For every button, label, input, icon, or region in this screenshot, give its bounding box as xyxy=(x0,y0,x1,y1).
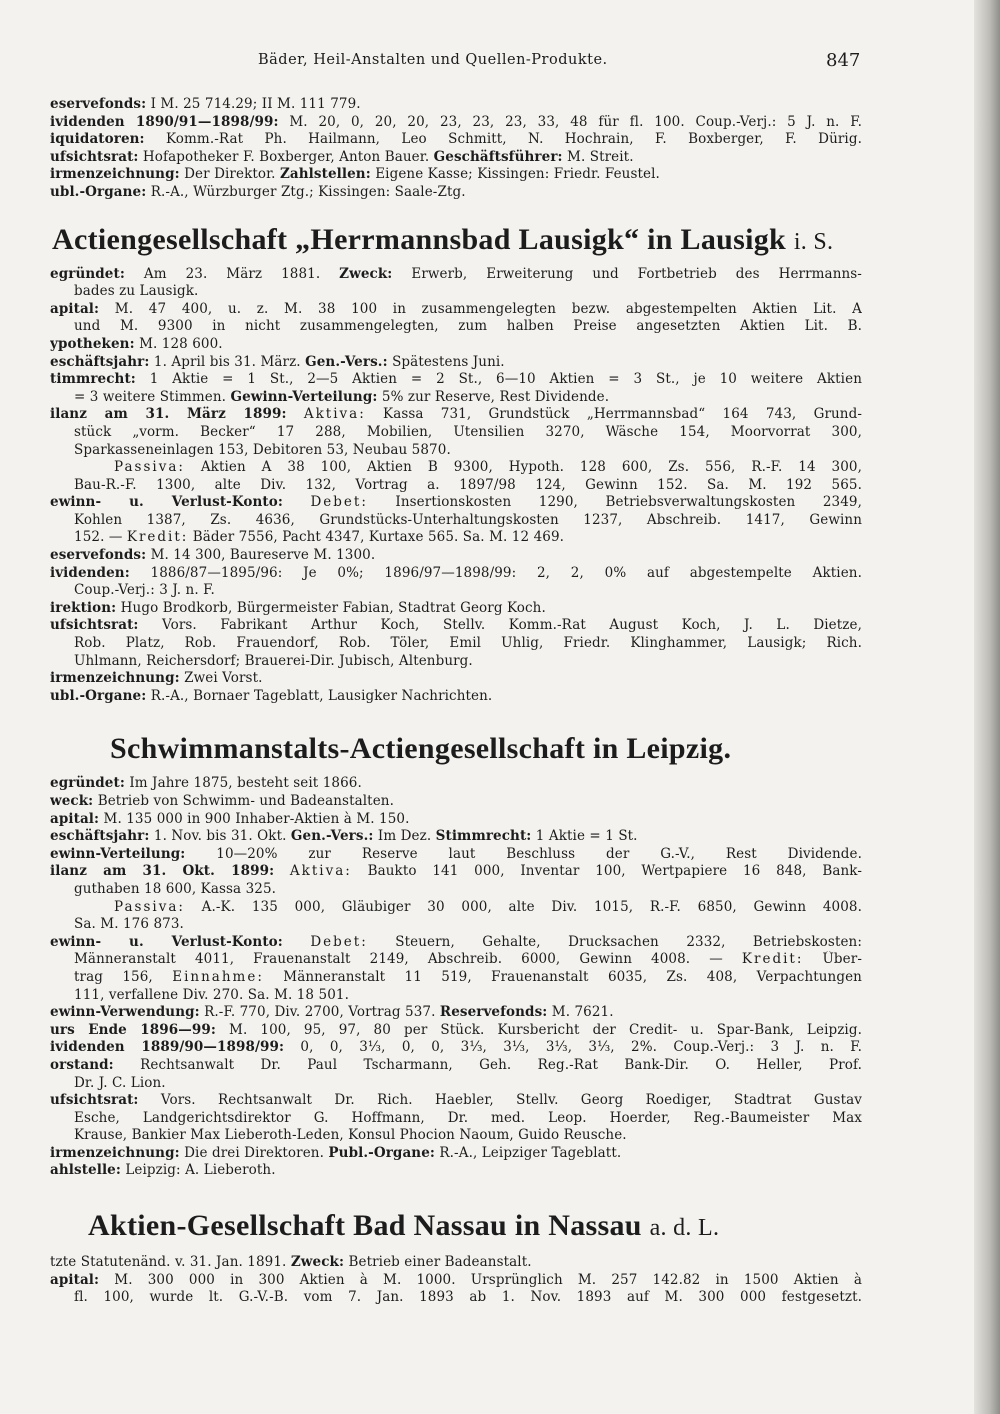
page-number: 847 xyxy=(826,50,861,71)
text-line: ewinn-Verteilung: 10—20% zur Reserve laut Beschluss der G.-V., Rest Dividende. xyxy=(50,845,862,862)
text-line: Passiva: Aktien A 38 100, Aktien B 9300, Hypoth. 128 600, Zs. 556, R.-F. 14 300, xyxy=(114,459,862,476)
text-line: Krause, Bankier Max Lieberoth-Leden, Konsul Phocion Naoum, Guido Reusche. xyxy=(74,1127,627,1144)
text-line: fl. 100, wurde lt. G.-V.-B. vom 7. Jan. 1893 ab 1. Nov. 1893 auf M. 300 000 festgesetzt. xyxy=(74,1289,862,1306)
section-title: Actiengesellschaft „Herrmannsbad Lausigk“ in Lausigk i. S. xyxy=(52,222,834,256)
text-line: timmrecht: 1 Aktie = 1 St., 2—5 Aktien = 2 St., 6—10 Aktien = 3 St., je 10 weitere Aktien xyxy=(50,371,862,388)
text-line: trag 156, Einnahme: Männeranstalt 11 519, Frauenanstalt 6035, Zs. 408, Verpachtungen xyxy=(74,968,862,985)
text-line: irmenzeichnung: Der Direktor. Zahlstellen: Eigene Kasse; Kissingen: Friedr. Feustel. xyxy=(50,166,660,183)
text-line: ividenden 1889/90—1898/99: 0, 0, 3⅓, 0, 0, 3⅓, 3⅓, 3⅓, 3⅓, 2%. Coup.-Verj.: 3 J. n. F. xyxy=(50,1039,862,1056)
text-line: iquidatoren: Komm.-Rat Ph. Hailmann, Leo Schmitt, N. Hochrain, F. Boxberger, F. Dürig. xyxy=(50,131,862,148)
text-line: Kohlen 1387, Zs. 4636, Grundstücks-Unterhaltungskosten 1237, Abschreib. 1417, Gewinn xyxy=(74,511,862,528)
text-line: Passiva: A.-K. 135 000, Gläubiger 30 000, alte Div. 1015, R.-F. 6850, Gewinn 4008. xyxy=(114,898,862,915)
text-line: ahlstelle: Leipzig: A. Lieberoth. xyxy=(50,1162,276,1179)
text-line: bades zu Lausigk. xyxy=(74,283,199,300)
text-line: apital: M. 47 400, u. z. M. 38 100 in zusammengelegten bezw. abgestempelten Aktien Lit. A xyxy=(50,300,862,317)
page-edge-shadow xyxy=(974,0,1000,1414)
text-line: egründet: Am 23. März 1881. Zweck: Erwerb, Erweiterung und Fortbetrieb des Herrmanns- xyxy=(50,265,862,282)
section-prev-company xyxy=(50,96,862,202)
text-line: ufsichtsrat: Hofapotheker F. Boxberger, Anton Bauer. Geschäftsführer: M. Streit. xyxy=(50,148,634,165)
text-line: ufsichtsrat: Vors. Rechtsanwalt Dr. Rich. Haebler, Stellv. Georg Roediger, Stadtrat Gustav xyxy=(50,1092,862,1109)
text-line: weck: Betrieb von Schwimm- und Badeanstalten. xyxy=(50,793,394,809)
text-line: eservefonds: I M. 25 714.29; II M. 111 779. xyxy=(50,96,361,112)
section-title: Aktien-Gesellschaft Bad Nassau in Nassau a. d. L. xyxy=(88,1209,720,1243)
text-line: Coup.-Verj.: 3 J. n. F. xyxy=(74,582,215,599)
text-line: irmenzeichnung: Zwei Vorst. xyxy=(50,670,263,687)
text-line: eschäftsjahr: 1. April bis 31. März. Gen.-Vers.: Spätestens Juni. xyxy=(50,353,505,370)
text-line: ufsichtsrat: Vors. Fabrikant Arthur Koch, Stellv. Komm.-Rat August Koch, J. L. Dietze, xyxy=(50,617,862,634)
text-line: und M. 9300 in nicht zusammengelegten, zum halben Preise angesetzten Aktien Lit. B. xyxy=(74,318,862,335)
text-line: Rob. Platz, Rob. Frauendorf, Rob. Töler, Emil Uhlig, Friedr. Klinghammer, Lausigk; Rich. xyxy=(74,635,862,652)
text-line: Uhlmann, Reichersdorf; Brauerei-Dir. Jubisch, Altenburg. xyxy=(74,652,473,669)
text-line: Sparkasseneinlagen 153, Debitoren 53, Neubau 5870. xyxy=(74,441,451,458)
text-line: irmenzeichnung: Die drei Direktoren. Publ.-Organe: R.-A., Leipziger Tageblatt. xyxy=(50,1144,622,1161)
text-line: ubl.-Organe: R.-A., Würzburger Ztg.; Kissingen: Saale-Ztg. xyxy=(50,183,466,200)
text-line: 152. — Kredit: Bäder 7556, Pacht 4347, Kurtaxe 565. Sa. M. 12 469. xyxy=(74,529,565,546)
text-line: ypotheken: M. 128 600. xyxy=(50,335,223,352)
text-line: eservefonds: M. 14 300, Baureserve M. 1300. xyxy=(50,547,376,564)
text-line: 111, verfallene Div. 270. Sa. M. 18 501. xyxy=(74,986,349,1003)
text-line: urs Ende 1896—99: M. 100, 95, 97, 80 per Stück. Kursbericht der Credit- u. Spar-Bank, Leipzig. xyxy=(50,1021,862,1038)
text-line: = 3 weitere Stimmen. Gewinn-Verteilung: 5% zur Reserve, Rest Dividende. xyxy=(74,388,610,405)
running-header xyxy=(0,52,1000,76)
text-line: irektion: Hugo Brodkorb, Bürgermeister Fabian, Stadtrat Georg Koch. xyxy=(50,599,546,616)
text-line: guthaben 18 600, Kassa 325. xyxy=(74,880,277,897)
text-line: ewinn- u. Verlust-Konto: Debet: Insertionskosten 1290, Betriebsverwaltungskosten 2349, xyxy=(50,494,862,511)
text-line: stück „vorm. Becker“ 17 288, Mobilien, Utensilien 3270, Wäsche 154, Moorvorrat 300, xyxy=(74,423,862,440)
text-line: ubl.-Organe: R.-A., Bornaer Tageblatt, Lausigker Nachrichten. xyxy=(50,687,493,704)
text-line: ilanz am 31. März 1899: Aktiva: Kassa 731, Grundstück „Herrmannsbad“ 164 743, Grund- xyxy=(50,406,862,423)
text-line: Männeranstalt 4011, Frauenanstalt 2149, Abschreib. 6000, Gewinn 4008. — Kredit: Über- xyxy=(74,951,862,968)
text-line: tzte Statutenänd. v. 31. Jan. 1891. Zweck: Betrieb einer Badeanstalt. xyxy=(50,1254,532,1271)
text-line: Bau-R.-F. 1300, alte Div. 132, Vortrag a. 1897/98 124, Gewinn 152. Sa. M. 192 565. xyxy=(74,476,862,493)
text-line: apital: M. 300 000 in 300 Aktien à M. 1000. Ursprünglich M. 257 142.82 in 1500 Aktien à xyxy=(50,1271,862,1288)
text-line: ividenden: 1886/87—1895/96: Je 0%; 1896/97—1898/99: 2, 2, 0% auf abgestempelte Aktien. xyxy=(50,564,862,581)
text-line: Esche, Landgerichtsdirektor G. Hoffmann, Dr. med. Leop. Hoerder, Reg.-Baumeister Max xyxy=(74,1109,862,1126)
page-content xyxy=(50,96,862,1307)
text-line: Sa. M. 176 873. xyxy=(74,916,184,933)
text-line: orstand: Rechtsanwalt Dr. Paul Tscharmann, Geh. Reg.-Rat Bank-Dir. O. Heller, Prof. xyxy=(50,1056,862,1073)
text-line: egründet: Im Jahre 1875, besteht seit 1866. xyxy=(50,775,362,792)
text-line: ewinn- u. Verlust-Konto: Debet: Steuern, Gehalte, Drucksachen 2332, Betriebskosten: xyxy=(50,933,862,950)
section-schwimmanstalt xyxy=(50,731,862,1180)
text-line: apital: M. 135 000 in 900 Inhaber-Aktien à M. 150. xyxy=(50,810,410,827)
text-line: Dr. J. C. Lion. xyxy=(74,1074,166,1091)
text-line: ewinn-Verwendung: R.-F. 770, Div. 2700, Vortrag 537. Reservefonds: M. 7621. xyxy=(50,1004,614,1021)
section-bad-nassau xyxy=(50,1208,862,1307)
text-line: ividenden 1890/91—1898/99: M. 20, 0, 20, 20, 23, 23, 23, 33, 48 für fl. 100. Coup.-Verj.: 5 J. n. F. xyxy=(50,113,862,130)
text-line: ilanz am 31. Okt. 1899: Aktiva: Baukto 141 000, Inventar 100, Wertpapiere 16 848, Bank- xyxy=(50,863,862,880)
section-herrmannsbad xyxy=(50,222,862,706)
header-title: Bäder, Heil-Anstalten und Quellen-Produkte. xyxy=(258,52,608,68)
section-title: Schwimmanstalts-Actiengesellschaft in Leipzig. xyxy=(110,732,732,766)
text-line: eschäftsjahr: 1. Nov. bis 31. Okt. Gen.-Vers.: Im Dez. Stimmrecht: 1 Aktie = 1 St. xyxy=(50,828,638,845)
